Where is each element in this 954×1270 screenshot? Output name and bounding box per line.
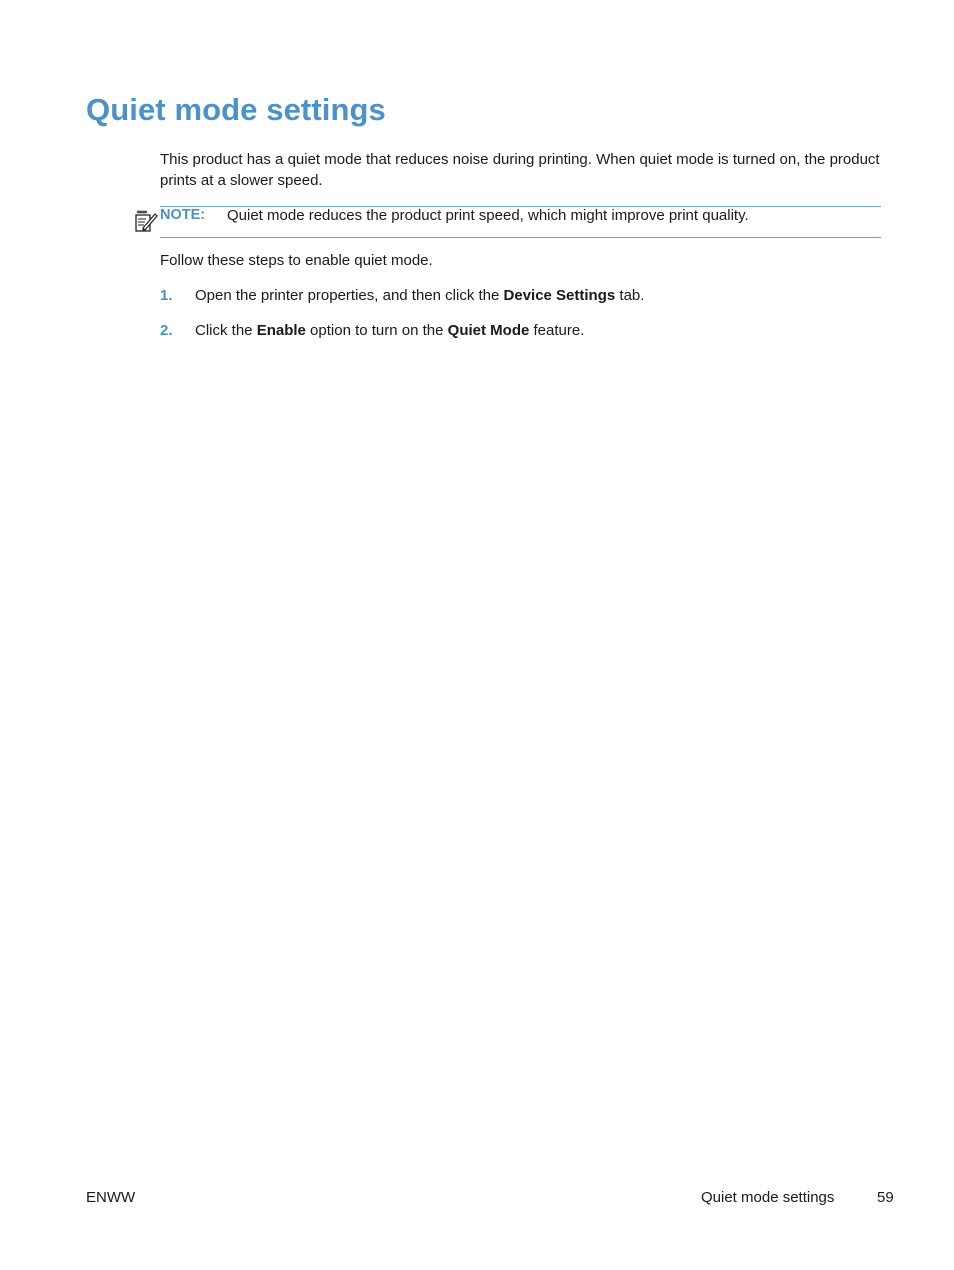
enable-term: Enable <box>256 322 306 339</box>
step-number: 1. <box>160 287 173 304</box>
footer-locale: ENWW <box>86 1189 136 1206</box>
device-settings-term: Device Settings <box>503 287 616 304</box>
step-number: 2. <box>160 322 173 339</box>
page-number: 59 <box>877 1189 894 1206</box>
intro-paragraph: This product has a quiet mode that reduces noise during printing. When quiet mode is turned on, the product prints at a slower speed. <box>160 151 880 189</box>
step-text: Open the printer properties, and then click the Device Settings tab. <box>195 287 645 304</box>
note-label: NOTE: <box>160 207 206 223</box>
steps-intro: Follow these steps to enable quiet mode. <box>160 252 433 269</box>
quiet-mode-term: Quiet Mode <box>447 322 530 339</box>
note-box <box>160 206 881 238</box>
page-title: Quiet mode settings <box>86 92 386 127</box>
footer-section-title: Quiet mode settings <box>701 1189 835 1206</box>
step-text: Click the Enable option to turn on the Quiet Mode feature. <box>195 322 585 339</box>
note-text: Quiet mode reduces the product print speed, which might improve print quality. <box>227 207 749 224</box>
note-pencil-icon <box>134 209 158 233</box>
